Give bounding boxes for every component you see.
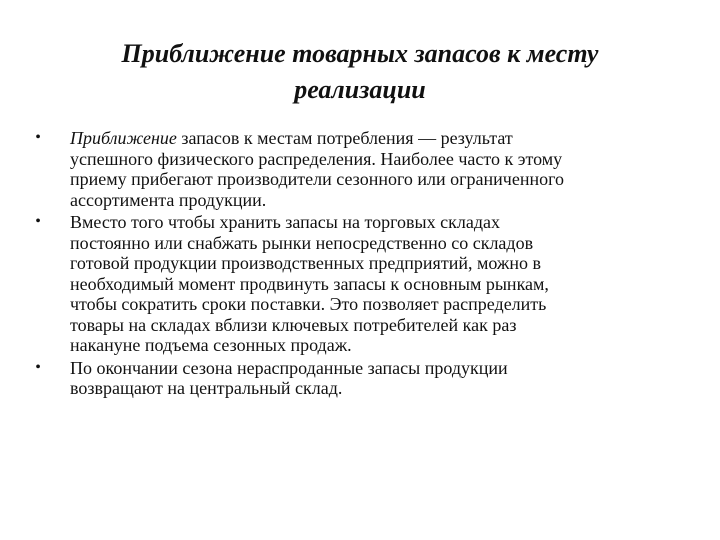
bullet-text — [70, 358, 702, 399]
bullet-line — [70, 128, 702, 149]
bullet-line: постоянно или снабжать рынки непосредственно со складов — [70, 232, 534, 253]
bullet-lead-rest: запасов к местам потребления — результат — [176, 128, 513, 148]
bullet-line: необходимый момент продвинуть запасы к основным рынкам, — [70, 273, 549, 294]
slide-title — [60, 36, 660, 108]
bullet-line: ассортимента продукции. — [70, 189, 267, 210]
bullet-line: возвращают на центральный склад. — [70, 378, 343, 398]
bullet-item-2 — [30, 212, 702, 356]
bullet-line: готовой продукции производственных предприятий, можно в — [70, 253, 541, 273]
bullet-icon: • — [35, 358, 41, 376]
bullet-line: чтобы сократить сроки поставки. Это позволяет распределить — [70, 294, 547, 314]
bullet-line: накануне подъема сезонных продаж. — [70, 335, 352, 355]
bullet-list — [30, 128, 702, 401]
bullet-item-1 — [30, 128, 702, 210]
bullet-lead-emphasis: Приближение — [70, 128, 177, 148]
bullet-line: приему прибегают производители сезонного или ограниченного — [70, 169, 565, 189]
bullet-line: По окончании сезона нераспроданные запасы продукции — [70, 357, 508, 378]
bullet-line: успешного физического распределения. Наиболее часто к этому — [70, 148, 563, 169]
bullet-icon: • — [35, 129, 41, 146]
slide-title-line-1: Приближение товарных запасов к месту — [121, 39, 599, 68]
bullet-text — [70, 212, 702, 356]
slide-title-line-2: реализации — [294, 75, 426, 104]
bullet-text — [70, 128, 702, 210]
bullet-line: Вместо того чтобы хранить запасы на торговых складах — [70, 212, 500, 232]
bullet-icon: • — [35, 213, 41, 230]
bullet-item-3 — [30, 358, 702, 399]
bullet-line: товары на складах вблизи ключевых потребителей как раз — [70, 314, 517, 335]
